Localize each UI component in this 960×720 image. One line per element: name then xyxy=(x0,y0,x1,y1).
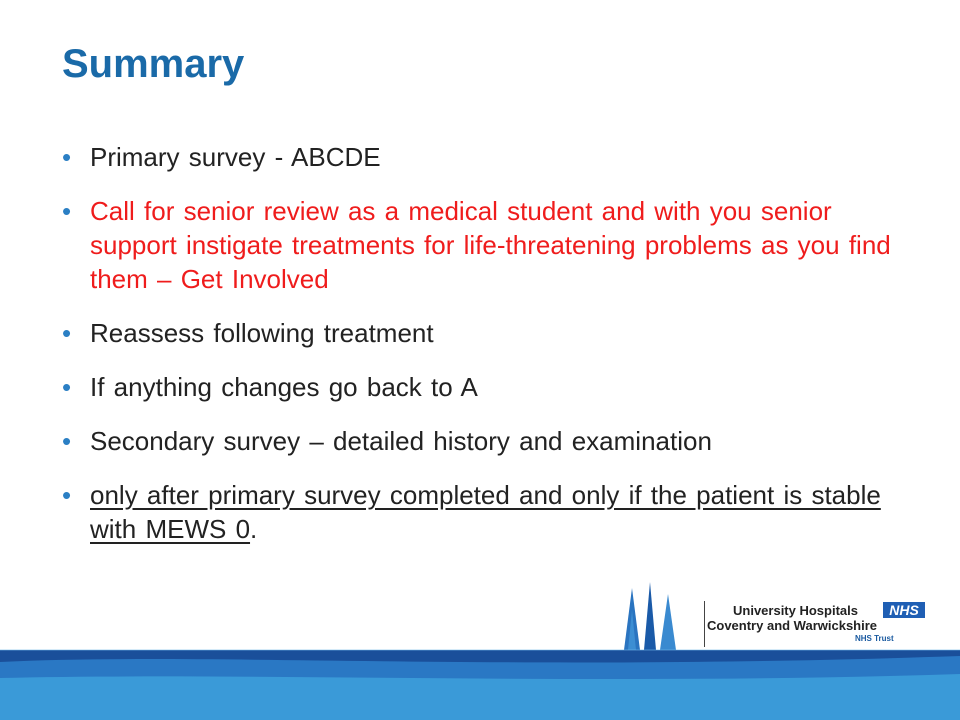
logo-line-2: Coventry and Warwickshire xyxy=(707,618,878,633)
bullet-list xyxy=(62,140,912,566)
slide-title: Summary xyxy=(62,42,245,86)
nhs-trust-logo xyxy=(704,601,927,647)
bullet-dot-icon: • xyxy=(62,196,72,226)
bullet-item xyxy=(62,316,912,350)
bullet-dot-icon: • xyxy=(62,480,72,510)
bullet-text: Primary survey - ABCDE xyxy=(90,142,381,172)
bullet-dot-icon: • xyxy=(62,142,72,172)
bullet-item xyxy=(62,424,912,458)
bullet-item xyxy=(62,478,912,546)
logo-line-3: NHS Trust xyxy=(855,634,894,643)
footer-band xyxy=(0,642,960,720)
bullet-text: Reassess following treatment xyxy=(90,318,434,348)
bullet-text: Call for senior review as a medical student and with you senior support instigate treatments for life-threatening problems as you find them – Get Involved xyxy=(90,196,891,294)
bullet-item xyxy=(62,140,912,174)
bullet-text: Secondary survey – detailed history and examination xyxy=(90,426,712,456)
bullet-item xyxy=(62,194,912,296)
spires-graphic xyxy=(610,580,690,650)
bullet-dot-icon: • xyxy=(62,426,72,456)
bullet-dot-icon: • xyxy=(62,372,72,402)
bullet-text: only after primary survey completed and only if the patient is stable with MEWS 0 xyxy=(90,480,881,544)
bullet-dot-icon: • xyxy=(62,318,72,348)
bullet-suffix: . xyxy=(250,514,258,544)
bullet-text: If anything changes go back to A xyxy=(90,372,478,402)
nhs-badge: NHS xyxy=(883,602,925,618)
logo-line-1: University Hospitals xyxy=(733,603,858,618)
bullet-item xyxy=(62,370,912,404)
